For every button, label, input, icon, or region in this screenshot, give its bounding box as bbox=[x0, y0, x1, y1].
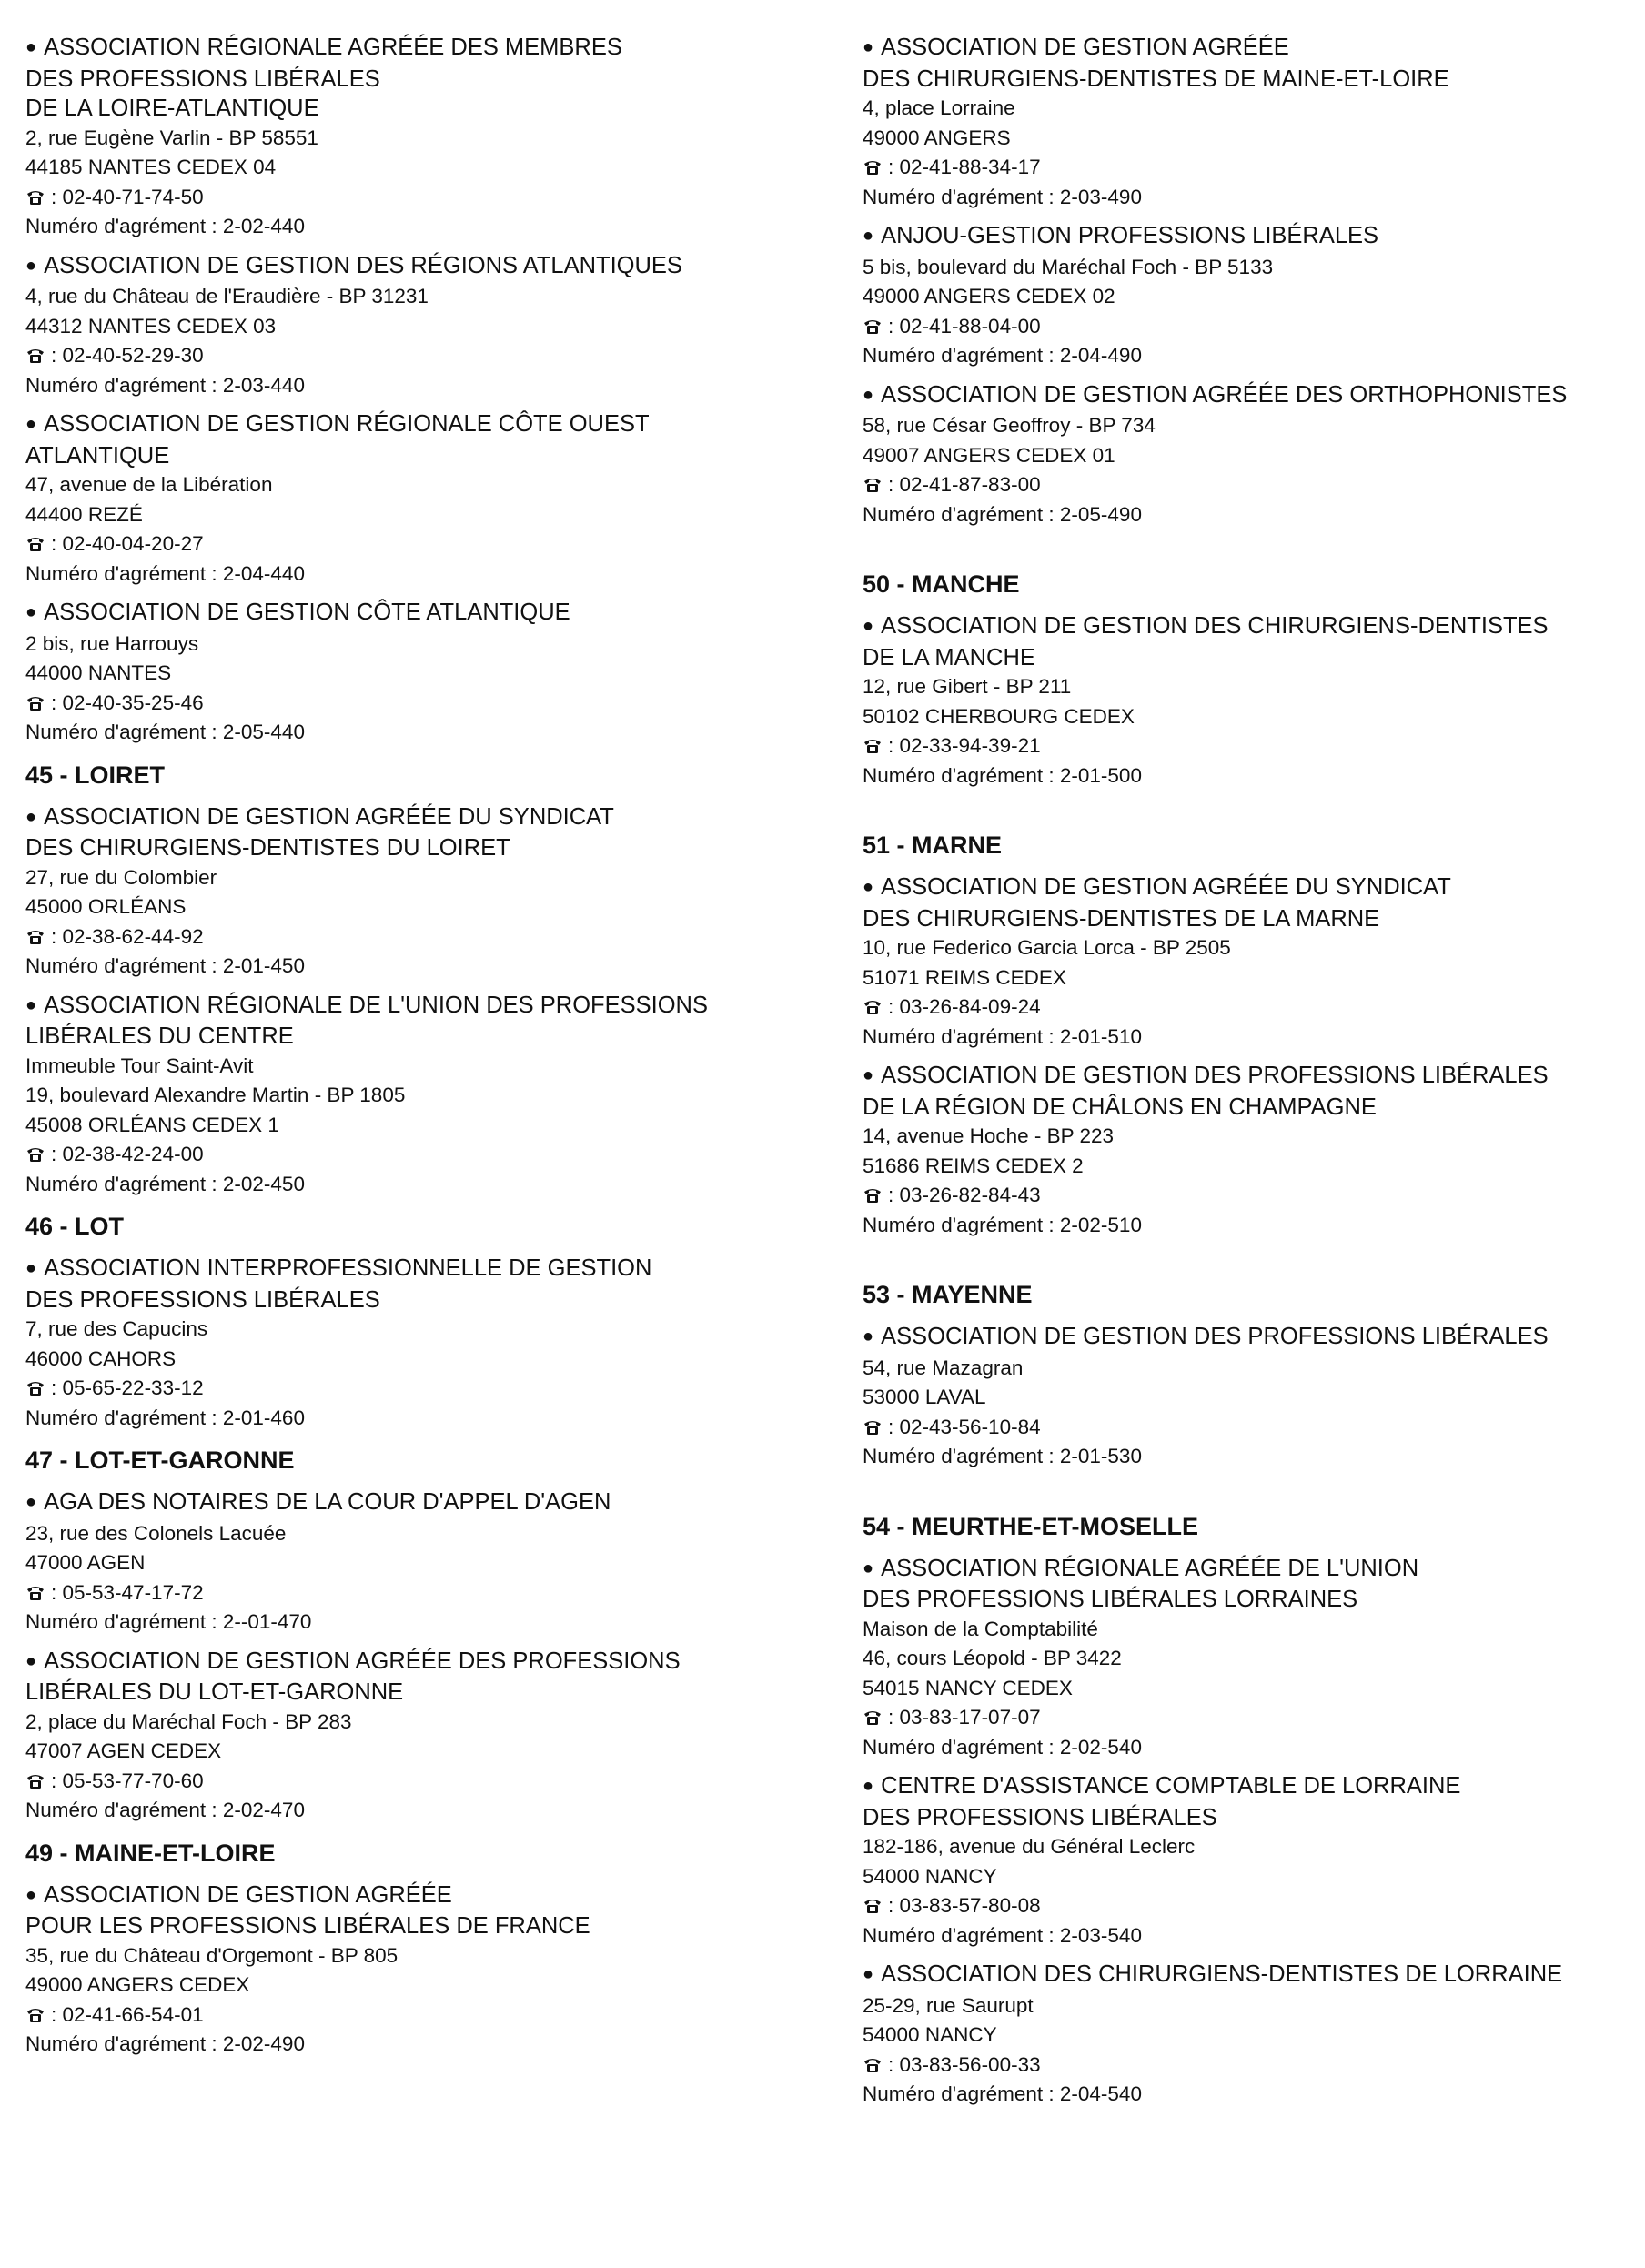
address-line: 5 bis, boulevard du Maréchal Foch - BP 5133 bbox=[863, 255, 1274, 278]
phone-number: : 02-40-52-29-30 bbox=[51, 344, 204, 367]
bullet-icon: ● bbox=[25, 806, 37, 827]
phone-number: : 02-40-35-25-46 bbox=[51, 690, 204, 714]
right-column bbox=[863, 33, 1645, 2119]
phone-icon bbox=[863, 1893, 883, 1910]
bullet-icon: ● bbox=[25, 1884, 37, 1905]
address-line: 10, rue Federico Garcia Lorca - BP 2505 bbox=[863, 936, 1231, 959]
agrement-number: Numéro d'agrément : 2-01-530 bbox=[863, 1445, 1142, 1467]
association-name-line bbox=[863, 904, 1645, 934]
association-name-line bbox=[25, 33, 808, 65]
address-line: 53000 LAVAL bbox=[863, 1386, 986, 1408]
bullet-icon: ● bbox=[25, 994, 37, 1015]
agrement-number: Numéro d'agrément : 2-01-510 bbox=[863, 1024, 1142, 1048]
association-name-text: ASSOCIATION RÉGIONALE DE L'UNION DES PROFESSIONS bbox=[44, 992, 708, 1018]
department-heading: 50 - MANCHE bbox=[863, 570, 1020, 598]
association-entry bbox=[863, 1061, 1645, 1240]
association-name-text: AGA DES NOTAIRES DE LA COUR D'APPEL D'AGEN bbox=[44, 1489, 611, 1515]
association-name-line bbox=[25, 94, 808, 124]
agrement-number: Numéro d'agrément : 2-04-540 bbox=[863, 2082, 1142, 2105]
address-line: Immeuble Tour Saint-Avit bbox=[25, 1053, 254, 1077]
agrement-number: Numéro d'agrément : 2-04-440 bbox=[25, 561, 305, 585]
association-name-line bbox=[25, 409, 808, 441]
address-line: 49000 ANGERS CEDEX 02 bbox=[863, 285, 1115, 307]
association-name-text: ASSOCIATION DE GESTION DES PROFESSIONS LIBÉRALES bbox=[881, 1063, 1549, 1088]
association-name-line bbox=[863, 1061, 1645, 1093]
phone-line bbox=[25, 1374, 808, 1404]
phone-number: : 03-83-17-07-07 bbox=[888, 1706, 1041, 1729]
phone-number: : 02-41-88-04-00 bbox=[888, 314, 1041, 338]
association-entry bbox=[25, 33, 808, 242]
phone-number: : 02-40-71-74-50 bbox=[51, 185, 204, 208]
department-section bbox=[863, 831, 1645, 1240]
agrement-number: Numéro d'agrément : 2-01-460 bbox=[25, 1406, 305, 1429]
phone-line bbox=[863, 1703, 1645, 1733]
phone-number: : 03-26-84-09-24 bbox=[888, 995, 1041, 1018]
phone-line bbox=[863, 470, 1645, 500]
association-name-text: POUR LES PROFESSIONS LIBÉRALES DE FRANCE bbox=[25, 1913, 590, 1939]
agrement-number: Numéro d'agrément : 2-01-450 bbox=[25, 954, 305, 977]
phone-line bbox=[25, 1578, 808, 1608]
association-name-line bbox=[863, 872, 1645, 904]
phone-icon bbox=[25, 185, 45, 201]
address-line: 58, rue César Geoffroy - BP 734 bbox=[863, 414, 1156, 437]
association-name-text: DE LA RÉGION DE CHÂLONS EN CHAMPAGNE bbox=[863, 1094, 1377, 1120]
phone-number: : 02-38-42-24-00 bbox=[51, 1143, 204, 1165]
phone-icon bbox=[863, 314, 883, 330]
association-name-text: DES PROFESSIONS LIBÉRALES bbox=[863, 1804, 1217, 1830]
association-name-text: DES PROFESSIONS LIBÉRALES LORRAINES bbox=[863, 1587, 1358, 1612]
address-line: 44000 NANTES bbox=[25, 661, 172, 684]
address-line: 182-186, avenue du Général Leclerc bbox=[863, 1835, 1196, 1858]
address-line: 49000 ANGERS bbox=[863, 126, 1011, 149]
phone-line bbox=[863, 1181, 1645, 1211]
phone-icon bbox=[863, 472, 883, 489]
phone-line bbox=[863, 312, 1645, 342]
address-line: 4, place Lorraine bbox=[863, 96, 1015, 119]
agrement-number: Numéro d'agrément : 2-02-450 bbox=[25, 1172, 305, 1195]
association-name-text: ASSOCIATION DE GESTION DES CHIRURGIENS-DENTISTES bbox=[881, 613, 1549, 639]
association-name-text: ASSOCIATION INTERPROFESSIONNELLE DE GESTION bbox=[44, 1255, 652, 1281]
association-name-text: ASSOCIATION DE GESTION CÔTE ATLANTIQUE bbox=[44, 600, 570, 625]
association-entry bbox=[25, 251, 808, 401]
association-name-line bbox=[863, 65, 1645, 95]
phone-line bbox=[25, 529, 808, 559]
address-line: 54000 NANCY bbox=[863, 1864, 997, 1888]
association-name-text: ANJOU-GESTION PROFESSIONS LIBÉRALES bbox=[881, 223, 1379, 248]
association-name-text: ASSOCIATION DE GESTION AGRÉÉE DU SYNDICAT bbox=[44, 803, 614, 830]
phone-number: : 02-38-62-44-92 bbox=[51, 924, 204, 948]
address-line: 54, rue Mazagran bbox=[863, 1356, 1024, 1379]
association-name-line bbox=[863, 1093, 1645, 1123]
phone-icon bbox=[863, 1705, 883, 1721]
association-name-line bbox=[863, 1960, 1645, 1991]
phone-icon bbox=[25, 1769, 45, 1785]
bullet-icon: ● bbox=[863, 226, 874, 246]
address-line: 51071 REIMS CEDEX bbox=[863, 965, 1066, 989]
address-line: 44185 NANTES CEDEX 04 bbox=[25, 156, 277, 178]
phone-line bbox=[863, 1891, 1645, 1921]
phone-icon bbox=[25, 1142, 45, 1158]
bullet-icon: ● bbox=[25, 255, 37, 276]
association-entry bbox=[863, 1771, 1645, 1950]
association-name-line bbox=[25, 833, 808, 863]
phone-line bbox=[25, 689, 808, 719]
association-name-line bbox=[25, 441, 808, 471]
bullet-icon: ● bbox=[863, 616, 874, 636]
phone-icon bbox=[25, 1580, 45, 1597]
association-name-line bbox=[25, 1022, 808, 1052]
bullet-icon: ● bbox=[863, 1964, 874, 1984]
association-entry bbox=[25, 1487, 808, 1638]
phone-icon bbox=[863, 1183, 883, 1199]
association-name-line bbox=[863, 1322, 1645, 1354]
association-name-text: ASSOCIATION DE GESTION AGRÉÉE bbox=[44, 1881, 452, 1908]
agrement-number: Numéro d'agrément : 2--01-470 bbox=[25, 1610, 312, 1633]
department-section bbox=[25, 761, 808, 1200]
phone-line bbox=[25, 2001, 808, 2031]
department-section bbox=[25, 1446, 808, 1826]
association-name-text: DES CHIRURGIENS-DENTISTES DU LOIRET bbox=[25, 835, 510, 861]
association-name-line bbox=[863, 611, 1645, 643]
department-section bbox=[25, 1839, 808, 2060]
association-name-text: ATLANTIQUE bbox=[25, 442, 170, 469]
bullet-icon: ● bbox=[863, 877, 874, 897]
association-entry bbox=[25, 1647, 808, 1826]
association-entry bbox=[863, 1554, 1645, 1763]
association-name-text: ASSOCIATION RÉGIONALE AGRÉÉE DE L'UNION bbox=[881, 1555, 1419, 1581]
department-heading: 49 - MAINE-ET-LOIRE bbox=[25, 1839, 276, 1867]
association-entry bbox=[25, 1254, 808, 1433]
agrement-number: Numéro d'agrément : 2-02-440 bbox=[25, 215, 305, 237]
bullet-icon: ● bbox=[25, 1258, 37, 1278]
association-entry bbox=[25, 802, 808, 982]
association-name-text: ASSOCIATION DE GESTION DES RÉGIONS ATLANTIQUES bbox=[44, 252, 682, 278]
agrement-number: Numéro d'agrément : 2-03-440 bbox=[25, 373, 305, 397]
phone-icon bbox=[25, 924, 45, 941]
association-name-text: DES PROFESSIONS LIBÉRALES bbox=[25, 66, 380, 92]
address-line: 45008 ORLÉANS CEDEX 1 bbox=[25, 1113, 279, 1136]
association-name-text: ASSOCIATION DE GESTION DES PROFESSIONS LIBÉRALES bbox=[881, 1324, 1549, 1349]
address-line: 46, cours Léopold - BP 3422 bbox=[863, 1647, 1122, 1669]
phone-number: : 03-83-56-00-33 bbox=[888, 2052, 1041, 2076]
phone-icon bbox=[863, 155, 883, 171]
department-heading: 53 - MAYENNE bbox=[863, 1281, 1033, 1308]
phone-number: : 05-65-22-33-12 bbox=[51, 1376, 204, 1399]
phone-icon bbox=[863, 1415, 883, 1431]
department-section bbox=[863, 570, 1645, 791]
bullet-icon: ● bbox=[863, 37, 874, 57]
phone-icon bbox=[863, 2052, 883, 2069]
association-name-text: ASSOCIATION RÉGIONALE AGRÉÉE DES MEMBRES bbox=[44, 35, 622, 60]
address-line: 23, rue des Colonels Lacuée bbox=[25, 1521, 287, 1545]
department-section bbox=[863, 1512, 1645, 2110]
address-line: 46000 CAHORS bbox=[25, 1346, 177, 1370]
address-line: 45000 ORLÉANS bbox=[25, 895, 187, 918]
association-name-text: ASSOCIATION DE GESTION AGRÉÉE DES ORTHOPHONISTES bbox=[881, 381, 1568, 408]
department-section bbox=[25, 33, 808, 748]
agrement-number: Numéro d'agrément : 2-05-490 bbox=[863, 502, 1142, 526]
address-line: 47, avenue de la Libération bbox=[25, 473, 273, 496]
agrement-number: Numéro d'agrément : 2-02-490 bbox=[25, 2032, 305, 2055]
phone-icon bbox=[863, 733, 883, 750]
association-name-line bbox=[25, 598, 808, 630]
agrement-number: Numéro d'agrément : 2-03-540 bbox=[863, 1923, 1142, 1947]
phone-line bbox=[25, 922, 808, 953]
association-name-line bbox=[863, 221, 1645, 253]
phone-number: : 02-41-87-83-00 bbox=[888, 473, 1041, 496]
phone-line bbox=[863, 993, 1645, 1023]
association-entry bbox=[863, 611, 1645, 791]
association-name-line bbox=[25, 1911, 808, 1941]
address-line: 54015 NANCY CEDEX bbox=[863, 1676, 1073, 1699]
association-entry bbox=[863, 1960, 1645, 2110]
association-name-text: CENTRE D'ASSISTANCE COMPTABLE DE LORRAINE bbox=[881, 1773, 1461, 1799]
association-name-line bbox=[25, 1678, 808, 1708]
agrement-number: Numéro d'agrément : 2-02-470 bbox=[25, 1799, 305, 1821]
department-heading: 47 - LOT-ET-GARONNE bbox=[25, 1446, 295, 1474]
association-name-text: LIBÉRALES DU LOT-ET-GARONNE bbox=[25, 1679, 404, 1705]
phone-line bbox=[863, 1413, 1645, 1443]
agrement-number: Numéro d'agrément : 2-04-490 bbox=[863, 344, 1142, 367]
phone-number: : 02-33-94-39-21 bbox=[888, 734, 1041, 757]
association-name-text: ASSOCIATION DE GESTION AGRÉÉE DU SYNDICAT bbox=[881, 874, 1451, 900]
association-name-text: ASSOCIATION DE GESTION AGRÉÉE DES PROFESSIONS bbox=[44, 1648, 681, 1674]
address-line: 49007 ANGERS CEDEX 01 bbox=[863, 443, 1115, 467]
department-heading: 51 - MARNE bbox=[863, 832, 1003, 859]
association-entry bbox=[863, 221, 1645, 371]
association-entry bbox=[863, 1322, 1645, 1472]
association-name-text: DE LA MANCHE bbox=[863, 644, 1035, 670]
address-line: 2 bis, rue Harrouys bbox=[25, 631, 199, 655]
address-line: 2, rue Eugène Varlin - BP 58551 bbox=[25, 126, 318, 149]
bullet-icon: ● bbox=[25, 1650, 37, 1671]
association-name-line bbox=[863, 643, 1645, 673]
bullet-icon: ● bbox=[25, 602, 37, 622]
address-line: 47000 AGEN bbox=[25, 1551, 146, 1574]
address-line: 14, avenue Hoche - BP 223 bbox=[863, 1124, 1115, 1147]
address-line: 44312 NANTES CEDEX 03 bbox=[25, 314, 277, 338]
phone-number: : 02-41-88-34-17 bbox=[888, 156, 1041, 178]
association-entry bbox=[863, 872, 1645, 1052]
bullet-icon: ● bbox=[863, 1776, 874, 1796]
association-name-text: ASSOCIATION DE GESTION AGRÉÉE bbox=[881, 35, 1289, 60]
bullet-icon: ● bbox=[25, 37, 37, 57]
address-line: 25-29, rue Saurupt bbox=[863, 1993, 1034, 2017]
association-entry bbox=[863, 33, 1645, 212]
association-name-line bbox=[25, 1254, 808, 1285]
phone-number: : 02-40-04-20-27 bbox=[51, 532, 204, 555]
association-name-line bbox=[863, 1803, 1645, 1833]
phone-line bbox=[25, 183, 808, 213]
address-line: 35, rue du Château d'Orgemont - BP 805 bbox=[25, 1943, 399, 1967]
association-name-line bbox=[863, 1554, 1645, 1586]
association-name-text: LIBÉRALES DU CENTRE bbox=[25, 1023, 294, 1049]
address-line: 4, rue du Château de l'Eraudière - BP 31231 bbox=[25, 285, 429, 307]
phone-number: : 02-41-66-54-01 bbox=[51, 2002, 204, 2026]
association-name-line bbox=[863, 33, 1645, 65]
bullet-icon: ● bbox=[863, 1065, 874, 1085]
association-name-line bbox=[863, 1771, 1645, 1803]
bullet-icon: ● bbox=[863, 384, 874, 405]
bullet-icon: ● bbox=[25, 1492, 37, 1512]
association-name-text: DE LA LOIRE-ATLANTIQUE bbox=[25, 96, 319, 121]
address-line: 50102 CHERBOURG CEDEX bbox=[863, 704, 1135, 728]
address-line: 2, place du Maréchal Foch - BP 283 bbox=[25, 1709, 352, 1733]
association-name-line bbox=[25, 991, 808, 1023]
address-line: 51686 REIMS CEDEX 2 bbox=[863, 1154, 1084, 1177]
agrement-number: Numéro d'agrément : 2-01-500 bbox=[863, 763, 1142, 787]
bullet-icon: ● bbox=[25, 414, 37, 434]
association-entry bbox=[863, 380, 1645, 530]
phone-number: : 03-26-82-84-43 bbox=[888, 1184, 1041, 1206]
association-name-text: ASSOCIATION DE GESTION RÉGIONALE CÔTE OUEST bbox=[44, 411, 650, 437]
association-name-line bbox=[863, 380, 1645, 412]
department-section bbox=[25, 1212, 808, 1433]
association-entry bbox=[25, 598, 808, 748]
association-name-text: DES CHIRURGIENS-DENTISTES DE MAINE-ET-LOIRE bbox=[863, 66, 1449, 92]
association-entry bbox=[25, 991, 808, 1200]
association-name-line bbox=[25, 1487, 808, 1519]
address-line: 7, rue des Capucins bbox=[25, 1317, 208, 1340]
association-name-line bbox=[25, 1285, 808, 1315]
agrement-number: Numéro d'agrément : 2-02-540 bbox=[863, 1735, 1142, 1759]
phone-number: : 02-43-56-10-84 bbox=[888, 1415, 1041, 1438]
association-entry bbox=[25, 409, 808, 589]
address-line: 44400 REZÉ bbox=[25, 502, 143, 526]
association-name-line bbox=[25, 802, 808, 834]
association-name-line bbox=[25, 65, 808, 95]
department-section bbox=[863, 1280, 1645, 1472]
bullet-icon: ● bbox=[863, 1557, 874, 1578]
address-line: 12, rue Gibert - BP 211 bbox=[863, 675, 1072, 698]
department-heading: 45 - LOIRET bbox=[25, 761, 166, 789]
address-line: 19, boulevard Alexandre Martin - BP 1805 bbox=[25, 1084, 406, 1106]
association-name-line bbox=[25, 1880, 808, 1912]
association-name-text: DES CHIRURGIENS-DENTISTES DE LA MARNE bbox=[863, 905, 1380, 932]
department-heading: 46 - LOT bbox=[25, 1213, 125, 1240]
phone-line bbox=[863, 153, 1645, 183]
association-name-line bbox=[25, 251, 808, 283]
phone-line bbox=[863, 731, 1645, 761]
association-name-text: ASSOCIATION DES CHIRURGIENS-DENTISTES DE LORRAINE bbox=[881, 1961, 1563, 1987]
bullet-icon: ● bbox=[863, 1326, 874, 1346]
association-entry bbox=[25, 1880, 808, 2060]
association-name-line bbox=[25, 1647, 808, 1678]
left-column bbox=[25, 33, 808, 2069]
phone-number: : 05-53-47-17-72 bbox=[51, 1580, 204, 1604]
address-line: 49000 ANGERS CEDEX bbox=[25, 1973, 250, 1996]
phone-line bbox=[25, 1140, 808, 1170]
phone-icon bbox=[863, 994, 883, 1011]
address-line: 54000 NANCY bbox=[863, 2023, 997, 2046]
address-line: 47007 AGEN CEDEX bbox=[25, 1739, 222, 1762]
phone-line bbox=[863, 2051, 1645, 2081]
phone-icon bbox=[25, 343, 45, 359]
agrement-number: Numéro d'agrément : 2-03-490 bbox=[863, 185, 1142, 208]
phone-line bbox=[25, 341, 808, 371]
address-line: 27, rue du Colombier bbox=[25, 865, 217, 889]
phone-icon bbox=[25, 2002, 45, 2019]
department-section bbox=[863, 33, 1645, 529]
association-name-line bbox=[863, 1585, 1645, 1615]
agrement-number: Numéro d'agrément : 2-05-440 bbox=[25, 721, 305, 743]
phone-icon bbox=[25, 531, 45, 548]
address-line: Maison de la Comptabilité bbox=[863, 1617, 1098, 1640]
phone-icon bbox=[25, 690, 45, 707]
phone-icon bbox=[25, 1376, 45, 1392]
phone-number: : 05-53-77-70-60 bbox=[51, 1769, 204, 1792]
association-name-text: DES PROFESSIONS LIBÉRALES bbox=[25, 1286, 380, 1313]
phone-number: : 03-83-57-80-08 bbox=[888, 1894, 1041, 1917]
agrement-number: Numéro d'agrément : 2-02-510 bbox=[863, 1213, 1142, 1236]
department-heading: 54 - MEURTHE-ET-MOSELLE bbox=[863, 1512, 1199, 1540]
phone-line bbox=[25, 1767, 808, 1797]
